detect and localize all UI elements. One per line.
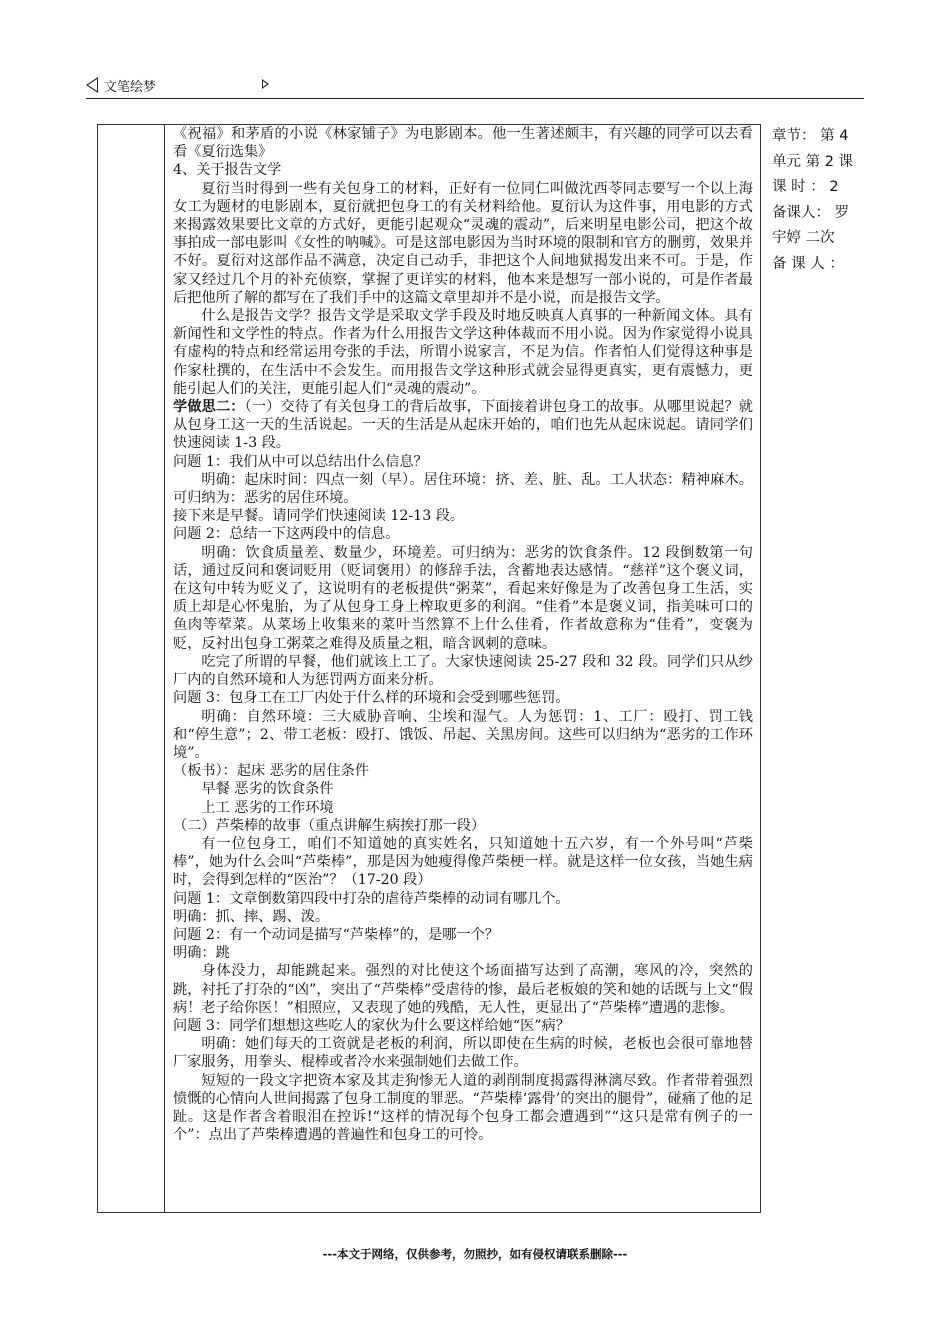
triangle-left-icon	[86, 77, 98, 93]
lesson-table	[97, 124, 761, 1213]
section-heading: 4、关于报告文学	[173, 162, 282, 179]
paragraph	[173, 398, 753, 453]
paragraph: 《祝福》和茅盾的小说《林家铺子》为电影剧本。他一生著述颇丰，有兴趣的同学可以去看看《夏衍选集》	[173, 126, 753, 161]
brand-label: 文笔绘梦	[104, 80, 157, 95]
second-preparer-line: 备 课 人 ：	[772, 255, 844, 272]
question: 问题 1：我们从中可以总结出什么信息？	[173, 453, 428, 470]
preparer-name-line: 宇婷 二次	[772, 230, 835, 246]
answer: 明确：饮食质量差、数量少，环境差。可归纳为：恶劣的饮食条件。12 段倒数第一句话，通过反问和褒词贬用（贬词褒用）的修辞手法，含蓄地表达感情。“慈祥”这个褒义词，在这句中转为贬义了，这说明有的老板提供“粥菜”，看起来好像是为了改善包身工生活，实质上却是心怀鬼胎，为了从包身工身上榨取更多的利润。“佳肴”本是褒义词，指美味可口的鱼肉等荤菜。从菜场上收集来的菜叶当然算不上什么佳肴，作者故意称为“佳肴”，变褒为贬，反衬出包身工粥菜之难得及质量之粗，暗含讽刺的意味。	[173, 544, 753, 652]
chapter-line: 章节： 第 4	[772, 128, 849, 144]
paragraph: 什么是报告文学？报告文学是采取文学手段及时地反映真人真事的一种新闻文体。具有新闻性和文学性的特点。作者为什么用报告文学这种体裁而不用小说。因为作家觉得小说具有虚构的特点和经常运用夸张的手法，所谓小说家言，不足为信。作者怕人们觉得这种事是作家杜撰的，在生活中不会发生。而用报告文学这种形式就会显得更真实，更有震憾力，更能引起人们的关注，更能引起人们“灵魂的震动”。	[173, 308, 753, 397]
board-note: （板书）：起床 恶劣的居住条件	[173, 763, 370, 780]
question: 问题 1：文章倒数第四段中打杂的虐待芦柴棒的动词有哪几个。	[173, 890, 570, 907]
page-footer: ---本文于网络，仅供参考，勿照抄，如有侵权请联系删除---	[322, 1247, 628, 1261]
page-header	[86, 74, 864, 99]
question: 问题 3：包身工在工厂内处于什么样的环境和会受到哪些惩罚。	[173, 690, 570, 707]
paragraph: 身体没力，却能跳起来。强烈的对比使这个场面描写达到了高潮，寒风的冷，突然的跳，衬托了打杂的“凶”，突出了“芦柴棒”受虐待的惨，最后老板娘的笑和她的话既与上文“假病！老子给你医！”相照应，又表现了她的残酷，无人性，更显出了“芦柴棒”遭遇的悲惨。	[173, 963, 753, 1016]
question: 问题 2：总结一下这两段中的信息。	[173, 526, 400, 543]
section-heading: （二）芦柴棒的故事（重点讲解生病挨打那一段）	[173, 817, 486, 834]
answer: 明确：她们每天的工资就是老板的利润，所以即使在生病的时候，老板也会很可靠地替厂家服务，用拳头、棍棒或者冷水来强制她们去做工作。	[173, 1036, 753, 1071]
paragraph-text: （一）交待了有关包身工的背后故事，下面接着讲包身工的故事。从哪里说起？就从包身工这一天的生活说起。一天的生活是从起床开始的，咱们也先从起床说起。请同学们快速阅读 1-3 段。	[173, 399, 753, 452]
table-main-column	[165, 125, 760, 1212]
paragraph: 夏衍当时得到一些有关包身工的材料，正好有一位同仁叫做沈西苓同志要写一个以上海女工为题材的电影剧本，夏衍就把包身工的有关材料给他。夏衍认为这件事，用电影的方式来揭露效果要比文章的方式好，更能引起观众“灵魂的震动”，后来明星电影公司，把这个故事拍成一部电影叫《女性的呐喊》。可是这部电影因为当时环境的限制和官方的删剪，效果并不好。夏衍对这部作品不满意，决定自己动手，非把这个人间地狱揭发出来不可。于是，作家又经过几个月的补充侦察，掌握了更详实的材料，他本来是想写一部小说的，可是作者最后把他所了解的都写在了我们手中的这篇文章里却并不是小说，而是报告文学。	[173, 180, 753, 306]
bold-heading: 学做思二：	[173, 399, 245, 416]
board-note: 早餐 恶劣的饮食条件	[201, 781, 334, 798]
table-left-column	[98, 125, 165, 1212]
preparer-line: 备课人： 罗	[772, 204, 850, 221]
unit-line: 单元 第 2 课	[772, 153, 854, 170]
triangle-right-icon	[262, 79, 269, 89]
answer: 明确：起床时间：四点一刻（早）。居住环境：挤、差、脏、乱。工人状态：精神麻木。可归纳为：恶劣的居住环境。	[173, 471, 753, 507]
lesson-info-sidebar	[772, 124, 864, 277]
paragraph: 接下来是早餐。请同学们快速阅读 12-13 段。	[173, 508, 465, 525]
answer: 明确：自然环境：三大威胁音响、尘埃和湿气。人为惩罚：1、工厂：殴打、罚工钱和“停生意”；2、带工老板：殴打、饿饭、吊起、关黑房间。这些可以归纳为“恶劣的工作环境”。	[173, 708, 753, 761]
question: 问题 2：有一个动词是描写“芦柴棒”的，是哪一个？	[173, 926, 499, 943]
answer: 明确：跳	[173, 945, 230, 962]
answer: 明确：抓、摔、踢、泼。	[173, 908, 330, 925]
question: 问题 3：同学们想想这些吃人的家伙为什么要这样给她“医”病？	[173, 1017, 570, 1034]
hours-line: 课 时 ： 2	[772, 179, 839, 195]
paragraph: 吃完了所谓的早餐，他们就该上工了。大家快速阅读 25-27 段和 32 段。同学们只从纱厂内的自然环境和人为惩罚两方面来分析。	[173, 653, 753, 689]
lesson-content	[173, 125, 753, 1144]
paragraph: 短短的一段文字把资本家及其走狗惨无人道的剥削制度揭露得淋漓尽致。作者带着强烈愤慨的心情向人世间揭露了包身工制度的罪恶。“芦柴棒‘露骨’的突出的腿骨”，碰痛了他的足趾。这是作者含着眼泪在控诉!“这样的情况每个包身工都会遭遇到”“这只是常有例子的一个”：点出了芦柴棒遭遇的普遍性和包身工的可怜。	[173, 1072, 753, 1144]
paragraph: 有一位包身工，咱们不知道她的真实姓名，只知道她十五六岁，有一个外号叫“芦柴棒”，她为什么会叫“芦柴棒”，那是因为她瘦得像芦柴梗一样。就是这样一位女孩，当她生病时，会得到怎样的“医治”？（17-20 段）	[173, 835, 753, 889]
board-note: 上工 恶劣的工作环境	[201, 799, 334, 816]
